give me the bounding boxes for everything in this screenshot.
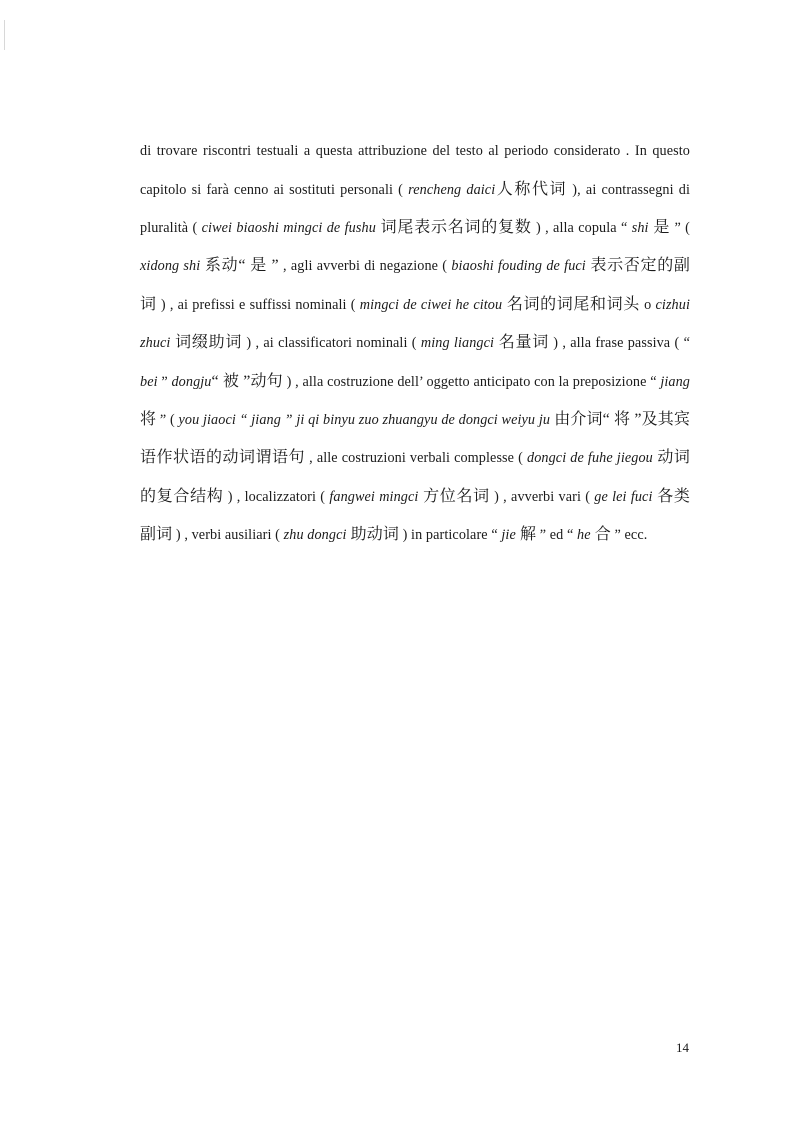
pinyin-text: ming liangci: [420, 335, 495, 352]
body-text-segment: ” (: [670, 220, 690, 236]
body-text-segment: ) , verbi ausiliari (: [172, 527, 284, 544]
chinese-text: “ 被 ”动句: [211, 372, 283, 390]
chinese-text: 合: [590, 526, 611, 544]
pinyin-text: cizhui zhuci: [140, 296, 690, 352]
pinyin-text: jie: [501, 527, 516, 544]
body-text-segment: ) , localizzatori (: [223, 488, 330, 505]
chinese-text: 是: [648, 219, 671, 236]
pinyin-text: zhu dongci: [283, 527, 347, 544]
body-text-segment: di trovare riscontri testuali a questa attribuzione del testo al periodo considerato . In questo capitolo si farà cenno ai sostituti personali (: [140, 143, 690, 198]
chinese-text: 动词的复合结构: [140, 449, 690, 505]
pinyin-text: bei: [140, 373, 158, 390]
pinyin-text: biaoshi fouding de fuci: [451, 258, 586, 275]
chinese-text: 名词的词尾和词头: [502, 295, 640, 313]
body-text-segment: , alle costruzioni verbali complesse (: [305, 450, 528, 467]
chinese-text: 系动“ 是 ”: [200, 257, 279, 275]
pinyin-text: dongju: [171, 373, 212, 390]
body-text-segment: ) , alla frase passiva ( “: [548, 335, 690, 352]
body-text-segment: ) , avverbi vari (: [489, 488, 595, 505]
pinyin-text: rencheng daici: [408, 181, 496, 198]
pinyin-text: you jiaoci “ jiang ” ji qi binyu zuo zhuangyu de dongci weiyu ju: [178, 412, 551, 429]
body-text-segment: ” ed “: [536, 527, 578, 544]
body-text-segment: ” (: [156, 412, 179, 429]
body-text-segment: ) , ai prefissi e suffissi nominali (: [156, 296, 360, 313]
chinese-text: 方位名词: [418, 487, 490, 505]
chinese-text: 由介词“ 将 ”及其宾语作状语的动词谓语句: [140, 411, 690, 467]
page-number: 14: [676, 1040, 689, 1055]
pinyin-text: ge lei fuci: [594, 488, 653, 505]
body-text-segment: , agli avverbi di negazione (: [278, 258, 452, 275]
pinyin-text: xidong shi: [140, 258, 201, 275]
chinese-text: 将: [140, 411, 157, 429]
pinyin-text: ciwei biaoshi mingci de fushu: [201, 220, 376, 236]
pinyin-text: mingci de ciwei he citou: [359, 296, 503, 313]
body-text-segment: ) , alla copula “: [531, 220, 632, 236]
pinyin-text: dongci de fuhe jiegou: [527, 450, 653, 467]
body-paragraph: [140, 133, 690, 554]
body-text-segment: o: [639, 296, 656, 313]
body-text-segment: ”: [157, 373, 172, 390]
pinyin-text: fangwei mingci: [329, 488, 419, 505]
chinese-text: 表示否定的副词: [140, 257, 690, 313]
scan-edge-mark: [4, 20, 5, 50]
pinyin-text: he: [577, 527, 591, 544]
chinese-text: 词尾表示名词的复数: [375, 219, 532, 236]
body-text-segment: ” ecc.: [610, 527, 648, 544]
body-text-segment: ) , ai classificatori nominali (: [242, 335, 421, 352]
chinese-text: 词缀助词: [170, 334, 243, 352]
body-text-segment: ) in particolare “: [398, 527, 502, 544]
body-text-segment: ), ai contrassegni di pluralità (: [140, 181, 691, 236]
chinese-text: 名量词: [494, 334, 549, 352]
chinese-text: 助动词: [346, 526, 399, 544]
chinese-text: 人称代词: [495, 180, 568, 198]
body-text-segment: ) , alla costruzione dell’ oggetto anticipato con la preposizione “: [282, 373, 661, 390]
chinese-text: 解: [515, 526, 537, 544]
pinyin-text: jiang: [660, 373, 690, 390]
pinyin-text: shi: [631, 220, 649, 236]
chinese-text: 各类副词: [140, 487, 690, 544]
